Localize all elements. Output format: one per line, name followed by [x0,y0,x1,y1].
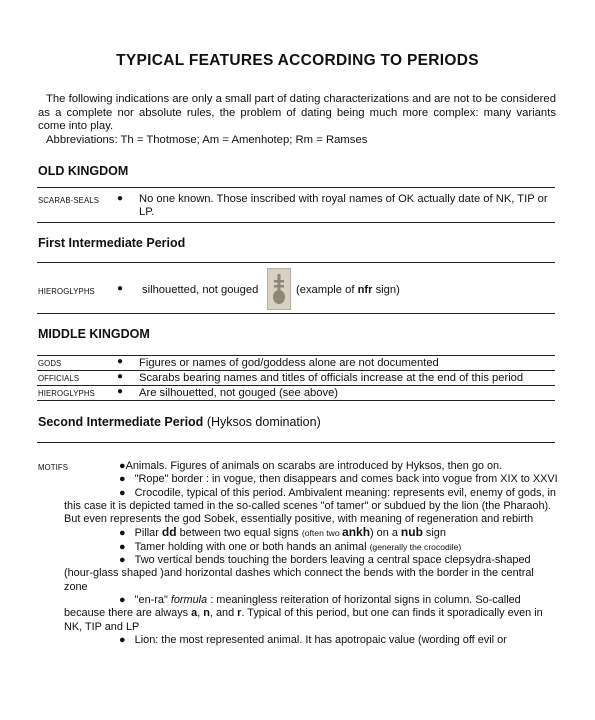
abbreviations-text: Abbreviations: Th = Thotmose; Am = Amenhotep; Rm = Ramses [46,133,368,146]
text: (often two [301,528,343,539]
text: ) on a [370,527,401,540]
bullet: ● [119,486,126,499]
intro-text: The following indications are only a small part of dating characterizations and are not to be considered as a complete nor absolute rules, the problem of dating being much more complex: many variants come into play. [38,93,556,133]
formula-italic: formula [170,593,208,606]
text: : meaningless reiteration of horizontal signs in column. So-called because there are always [64,593,521,620]
nfr-sign-image [267,268,291,310]
officials-text: Scarabs bearing names and titles of officials increase at the end of this period [139,372,524,384]
middle-kingdom-heading: MIDDLE KINGDOM [38,327,150,341]
hieroglyphs-text: Are silhouetted, not gouged (see above) [139,387,339,399]
bullet: ● [117,283,124,294]
nfr-bold: nfr [357,284,373,296]
divider [37,370,555,371]
old-kingdom-heading: OLD KINGDOM [38,164,129,178]
text: Pillar [134,527,162,540]
divider [37,262,555,263]
animals-text: Animals. Figures of animals on scarabs are introduced by Hyksos, then go on. [125,460,503,472]
divider [37,187,555,188]
bends-text: Two vertical bends touching the borders leaving a central space clepsydra-shaped [134,554,531,567]
gods-text: Figures or names of god/goddess alone are not documented [139,357,439,369]
list-item [64,567,559,594]
bullet: ● [119,473,126,486]
list-item [64,554,559,567]
officials-label: OFFICIALS [38,374,80,383]
a-bold: a [191,607,198,620]
list-item [64,634,559,647]
first-intermediate-heading: First Intermediate Period [38,236,186,250]
motifs-label: MOTIFS [38,463,69,472]
bullet: ● [119,593,126,606]
text: . Typical of this period, but one can finds it sporadically even in NK, TIP and LP [64,607,543,633]
text: , [197,607,204,620]
hieroglyphs-label: HIEROGLYPHS [38,287,95,296]
example-post: sign) [372,284,400,296]
example-pre: (example of [296,284,358,296]
crocodile-text: Crocodile, typical of this period. Ambivalent meaning: represents evil, enemy of gods, in this case it is depicted tamed in the so-called scenes "of tamer" or subdued by the lion (the Pharaoh). But even represents the god Sobek, essentially positive, with meaning of regeneration and rebirth [64,486,556,526]
nub-bold: nub [400,525,423,540]
bullet: ● [119,554,126,567]
hieroglyphs-label: HIEROGLYPHS [38,389,95,398]
divider [37,442,555,443]
divider [37,313,555,314]
divider [37,355,555,356]
bullet: ● [117,386,124,397]
text: sign [422,527,446,540]
page-title: TYPICAL FEATURES ACCORDING TO PERIODS [116,52,479,69]
second-intermediate-heading [38,415,321,429]
rope-text: "Rope" border : in vogue, then disappears and comes back into vogue from XIX to XXVI [134,473,558,486]
bends-text-2: (hour-glass shaped )and horizontal dashes which connect the bends with the border in the central zone [64,567,534,593]
divider [37,222,555,223]
text: "en-ra" [134,593,171,606]
list-item [64,541,559,554]
bullet: ● [117,371,124,382]
intro-paragraph [38,93,556,147]
divider [37,400,555,401]
list-item [64,594,559,634]
bullet: ● [119,527,126,540]
list-item [64,526,559,540]
tamer-text: Tamer holding with one or both hands an animal [134,540,370,553]
text: , and [209,607,238,620]
ankh-bold: ankh [342,525,371,540]
list-item [64,460,559,473]
list-item [64,473,559,486]
lion-note: (wording off evil or [417,633,507,646]
tamer-note: (generally the crocodile) [369,541,462,552]
text: between two equal signs [176,527,302,540]
r-bold: r [237,607,242,620]
bullet: ● [119,540,126,553]
second-intermediate-title: Second Intermediate Period [38,415,204,429]
scarab-seals-label: SCARAB-SEALS [38,196,99,205]
bullet: ● [117,193,124,204]
divider [37,385,555,386]
lion-text: Lion: the most represented animal. It has apotropaic value [134,633,418,646]
gods-label: GODS [38,359,62,368]
old-kingdom-text: No one known. Those inscribed with royal names of OK actually date of NK, TIP or LP. [139,193,548,219]
silhouetted-text: silhouetted, not gouged [142,284,259,296]
dd-bold: dd [161,525,177,540]
bullet: ● [117,356,124,367]
nfr-example-text [296,284,400,296]
bullet: ● [119,633,126,646]
bullet: ● [119,460,126,472]
nfr-sign-icon [268,269,290,309]
motifs-list [64,460,559,647]
hyksos-note: (Hyksos domination) [206,415,321,429]
n-bold: n [203,607,210,620]
list-item [64,487,559,527]
